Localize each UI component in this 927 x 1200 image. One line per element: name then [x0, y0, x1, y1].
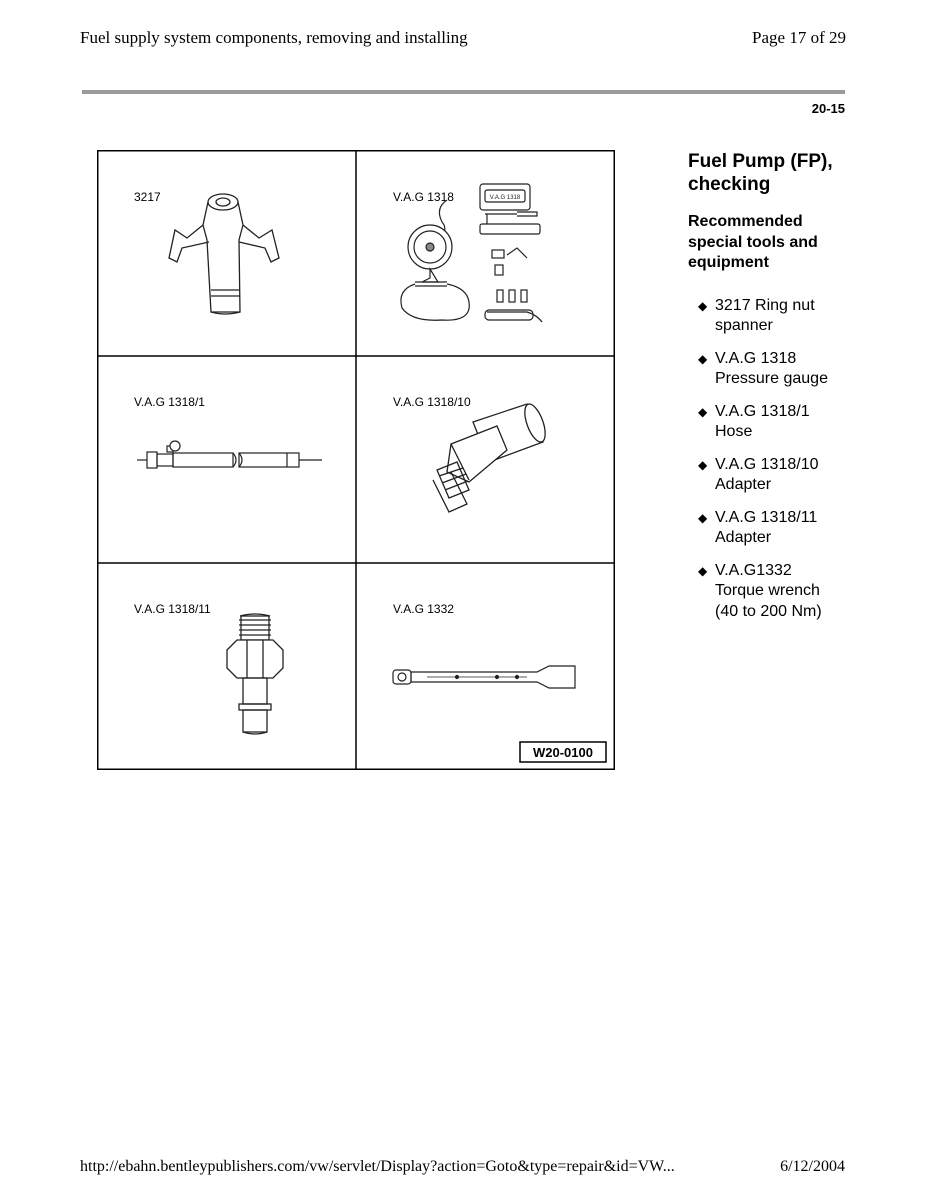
figure-label-vag-1318-11: V.A.G 1318/11	[134, 602, 211, 616]
list-item	[688, 561, 830, 623]
figure-label-vag-1318-1: V.A.G 1318/1	[134, 395, 205, 409]
figure-reference: W20-0100	[533, 745, 593, 760]
diamond-bullet-icon: ◆	[698, 404, 708, 419]
figure-label-3217: 3217	[134, 190, 161, 204]
hose-illustration	[137, 441, 322, 468]
diamond-bullet-icon: ◆	[698, 510, 708, 525]
figure-label-vag-1318-10: V.A.G 1318/10	[393, 395, 471, 409]
list-item	[688, 508, 830, 549]
torque-wrench-illustration	[393, 666, 575, 688]
footer-url: http://ebahn.bentleypublishers.com/vw/servlet/Display?action=Goto&type=repair&id=VW...	[80, 1158, 675, 1175]
sidebar	[688, 150, 848, 634]
tool-text: V.A.G 1318/10 Adapter	[715, 455, 819, 493]
procedure-title: Fuel Pump (FP), checking	[688, 151, 833, 195]
list-item	[688, 455, 830, 496]
tool-text: V.A.G 1318/11 Adapter	[715, 508, 818, 546]
adapter-1318-11-illustration	[227, 614, 283, 734]
tool-text: V.A.G1332 Torque wrench (40 to 200 Nm)	[715, 561, 822, 620]
adapter-1318-10-illustration	[433, 401, 549, 512]
list-item	[688, 296, 830, 337]
tool-text: V.A.G 1318/1 Hose	[715, 402, 810, 440]
tool-text: V.A.G 1318 Pressure gauge	[715, 349, 828, 387]
header-rule	[82, 90, 845, 94]
diamond-bullet-icon: ◆	[698, 298, 708, 313]
page-indicator: Page 17 of 29	[752, 28, 846, 47]
list-item	[688, 349, 830, 390]
diamond-bullet-icon: ◆	[698, 457, 708, 472]
header-title: Fuel supply system components, removing and installing	[80, 28, 468, 47]
figure-grid	[97, 150, 615, 770]
tools-list	[688, 296, 848, 623]
diamond-bullet-icon: ◆	[698, 351, 708, 366]
footer-date: 6/12/2004	[780, 1158, 845, 1175]
ring-nut-spanner-illustration	[169, 194, 279, 314]
figure-label-vag-1318: V.A.G 1318	[393, 190, 454, 204]
tool-text: 3217 Ring nut spanner	[715, 296, 815, 334]
section-number: 20-15	[811, 101, 845, 116]
special-tools-figure	[97, 150, 615, 770]
list-item	[688, 402, 830, 443]
diamond-bullet-icon: ◆	[698, 563, 708, 578]
gauge-case-label: V.A.G 1318	[489, 195, 521, 201]
figure-label-vag-1332: V.A.G 1332	[393, 602, 454, 616]
tools-heading: Recommended special tools and equipment	[688, 213, 818, 271]
pressure-gauge-kit-illustration	[401, 184, 542, 322]
